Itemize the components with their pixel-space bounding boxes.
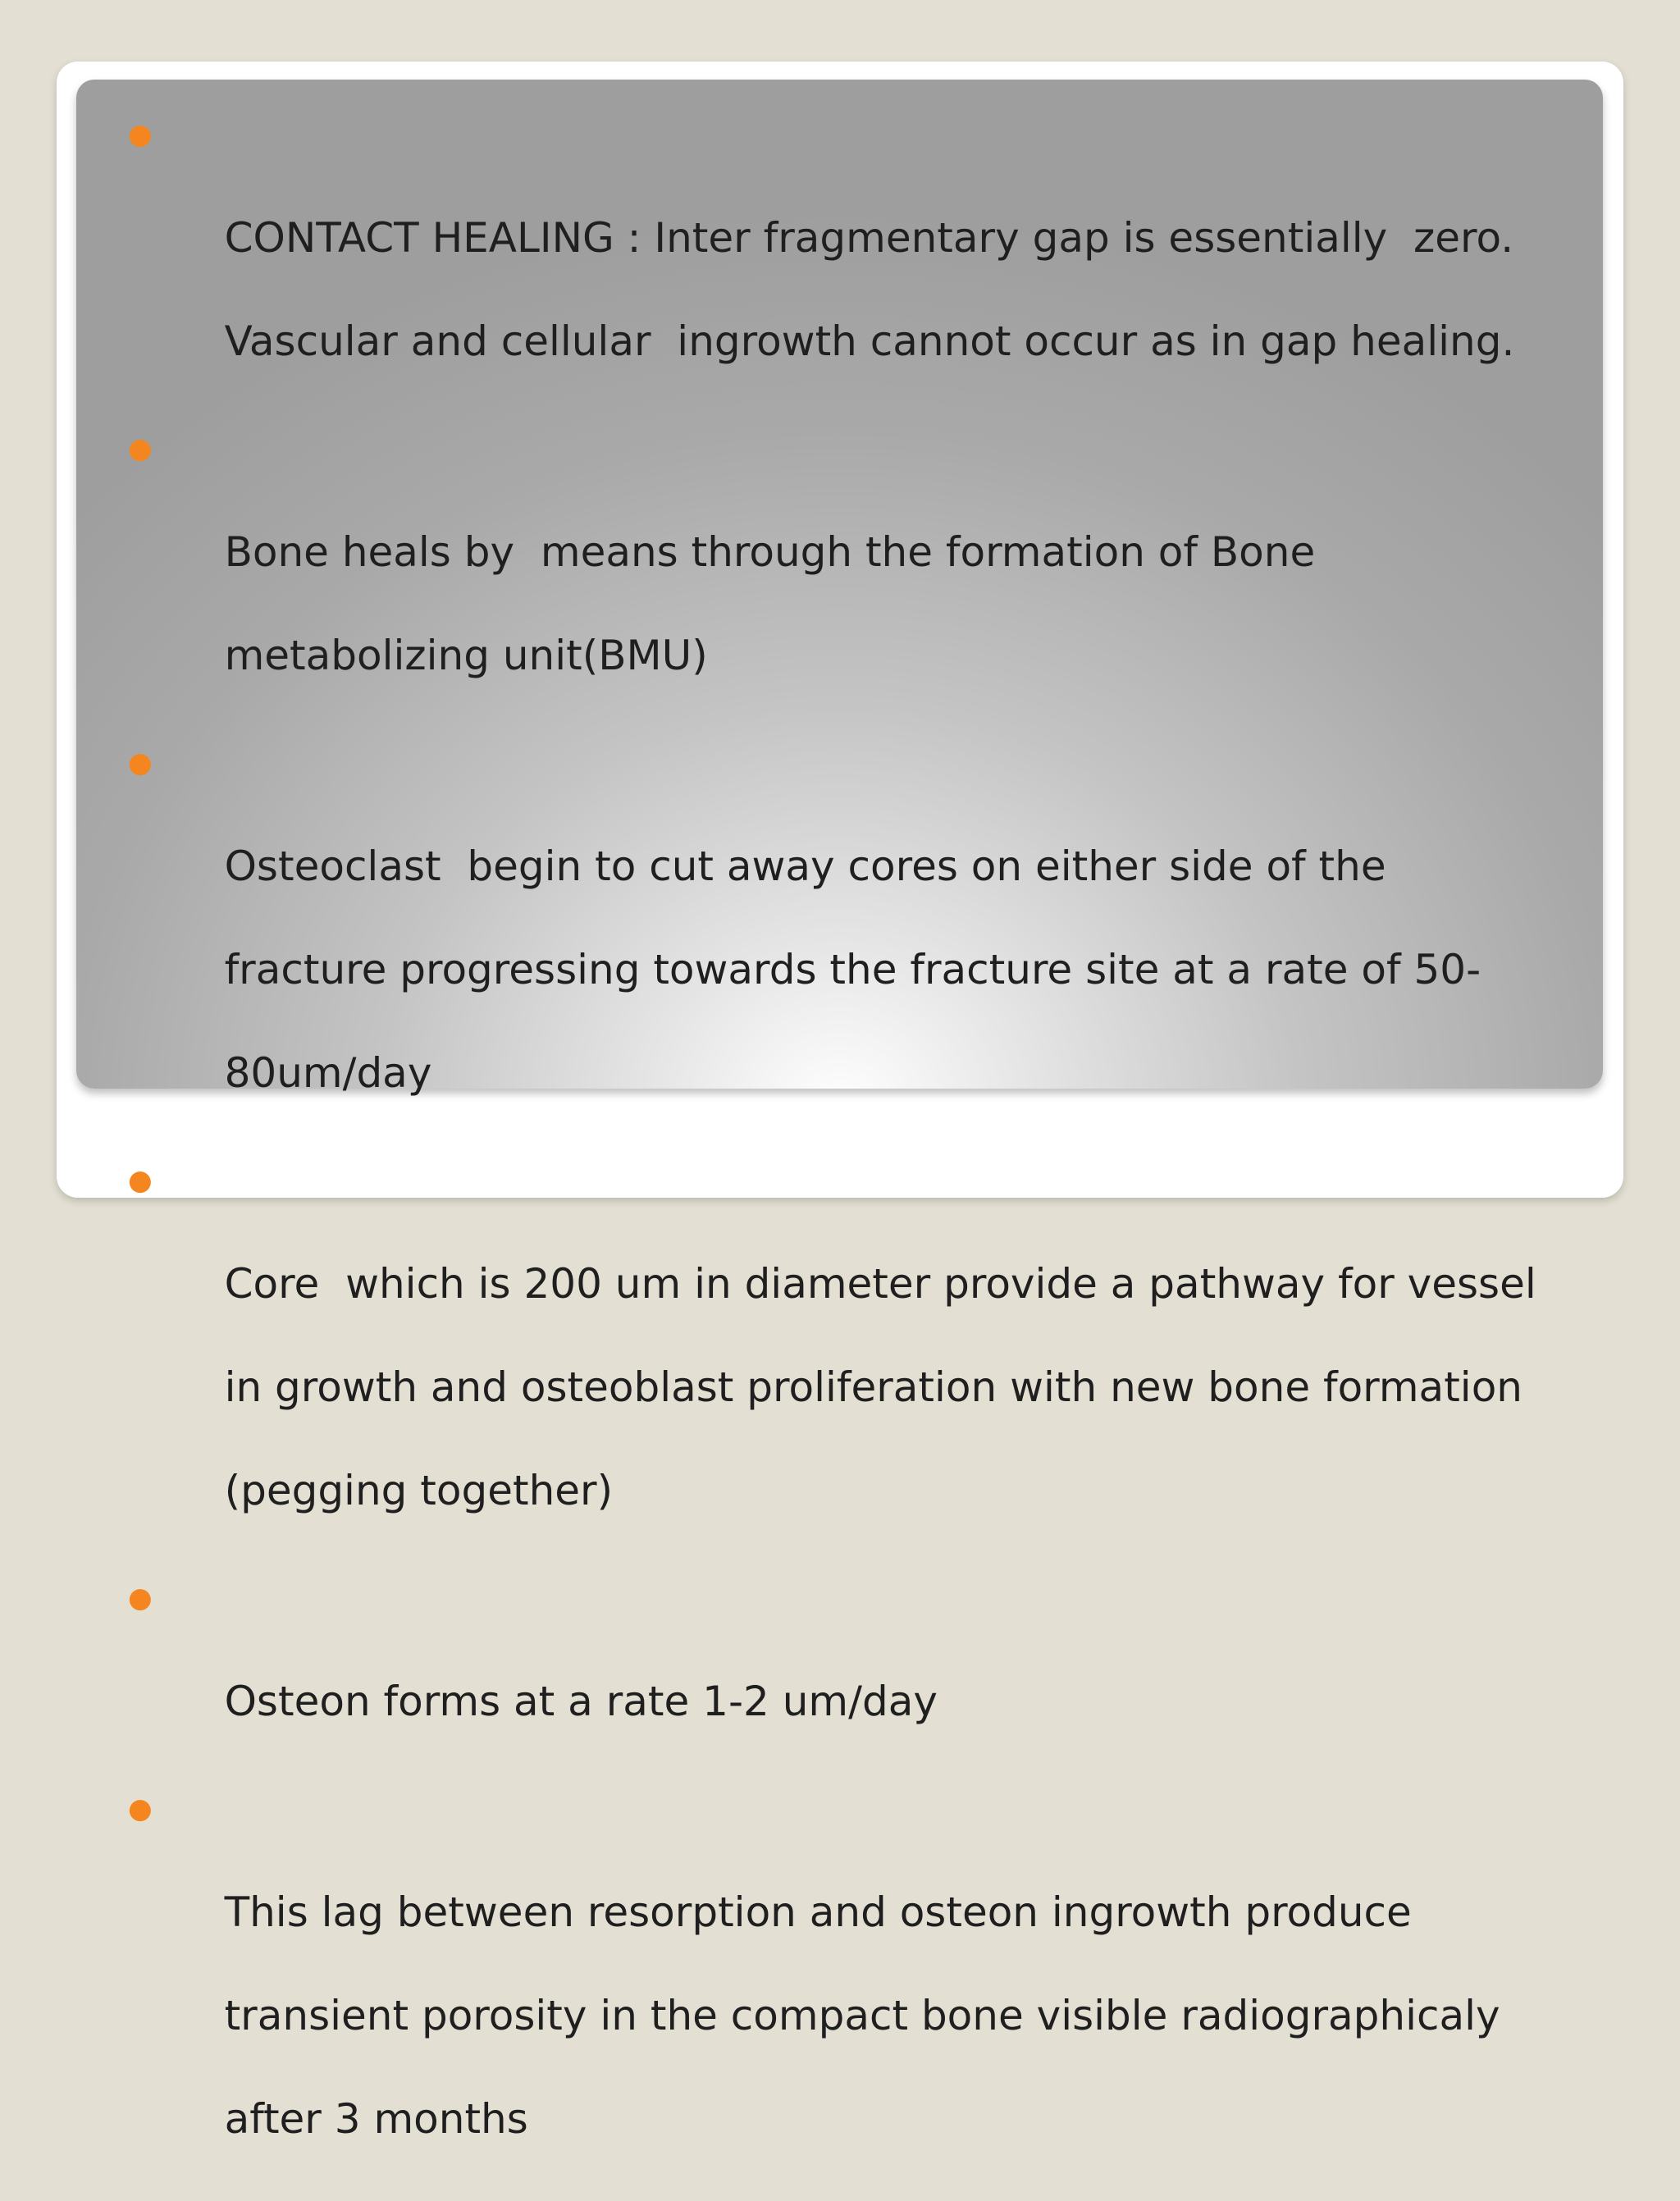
bullet-line: Core which is 200 um in diameter provide a pathway for vessel bbox=[224, 1260, 1536, 1308]
bullet-line: Vascular and cellular ingrowth cannot occur as in gap healing. bbox=[224, 317, 1515, 365]
bullet-dot-icon: ● bbox=[128, 1164, 153, 1197]
bullet-line: This lag between resorption and osteon ingrowth produce bbox=[224, 1888, 1412, 1936]
bullet-item bbox=[0, 1573, 1680, 1779]
bullet-line: fracture progressing towards the fracture site at a rate of 50- bbox=[224, 946, 1481, 993]
bullet-line: transient porosity in the compact bone visible radiographicaly bbox=[224, 1992, 1500, 2039]
bullet-item bbox=[0, 737, 1680, 1151]
bullet-line: (pegging together) bbox=[224, 1467, 614, 1514]
bullet-dot-icon: ● bbox=[128, 118, 153, 151]
bullet-line: Osteon forms at a rate 1-2 um/day bbox=[224, 1678, 938, 1725]
bullet-line: after 3 months bbox=[224, 2095, 528, 2143]
bullet-line: in growth and osteoblast proliferation with new bone formation bbox=[224, 1363, 1522, 1411]
bullet-dot-icon: ● bbox=[128, 1582, 153, 1614]
bullet-item bbox=[0, 109, 1680, 419]
bullet-dot-icon: ● bbox=[128, 1792, 153, 1825]
bullet-dot-icon: ● bbox=[128, 432, 153, 465]
bullet-line: metabolizing unit(BMU) bbox=[224, 632, 708, 679]
bullet-dot-icon: ● bbox=[128, 747, 153, 779]
bullet-line: CONTACT HEALING : Inter fragmentary gap is essentially zero. bbox=[224, 214, 1514, 262]
bullet-item bbox=[0, 1783, 1680, 2197]
bullet-line: Bone heals by means through the formation of Bone bbox=[224, 528, 1316, 576]
bullet-list bbox=[0, 109, 1680, 2201]
bullet-item bbox=[0, 423, 1680, 733]
bullet-item bbox=[0, 1155, 1680, 1569]
bullet-line: 80um/day bbox=[224, 1049, 432, 1097]
bullet-line: Osteoclast begin to cut away cores on either side of the bbox=[224, 842, 1386, 890]
